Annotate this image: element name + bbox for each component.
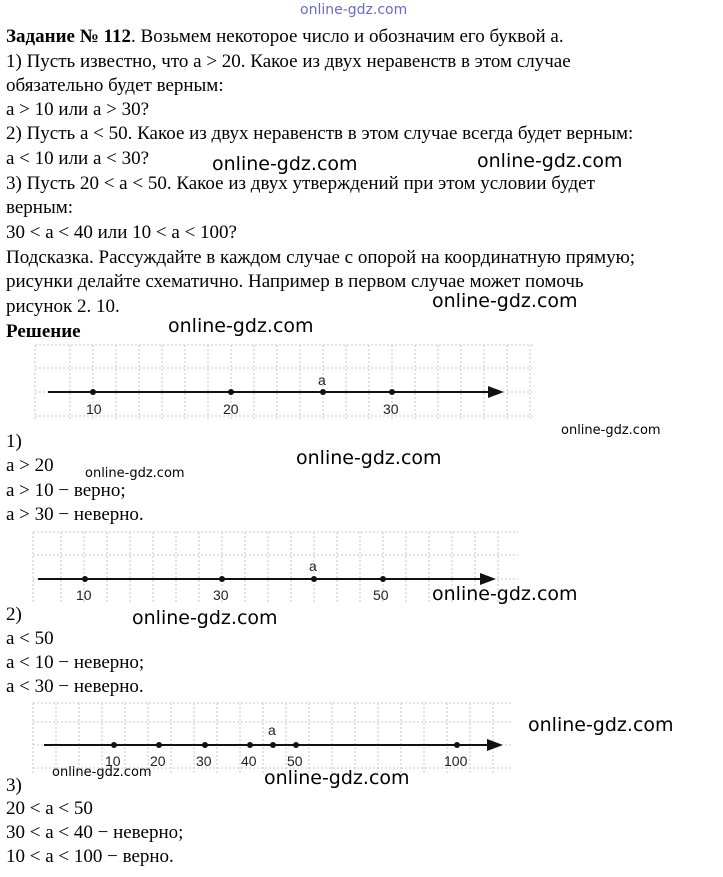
task-line: 3) Пусть 20 < а < 50. Какое из двух утверждений при этом условии будет [6,173,595,194]
tick-label: 50 [287,753,303,769]
case-answer: а < 50 [6,628,54,649]
point-a [311,576,317,582]
task-line: 1) Пусть известно, что а > 20. Какое из двух неравенств в этом случае [6,51,571,72]
tick-point [380,576,386,582]
tick-point [389,389,395,395]
watermark: online-gdz.com [264,767,410,789]
watermark: online-gdz.com [296,447,442,469]
case-answer: а < 10 − неверно; [6,652,145,673]
case-answer: а > 20 [6,455,54,476]
case-answer: а < 30 − неверно. [6,676,144,697]
tick-label: 100 [444,753,468,769]
watermark: online-gdz.com [561,423,661,438]
point-a [320,389,326,395]
point-a-label: а [309,558,317,574]
watermark: online-gdz.com [528,714,674,736]
tick-point [82,576,88,582]
solution-heading: Решение [6,321,81,342]
tick-point [156,742,162,748]
task-line: 2) Пусть а < 50. Какое из двух неравенств в этом случае всегда будет верным: [6,123,634,144]
watermark: online-gdz.com [432,290,578,312]
tick-point [454,742,460,748]
point-a-label: а [268,722,276,738]
tick-label: 10 [105,753,121,769]
watermark: online-gdz.com [52,765,152,780]
arrow-head [488,386,504,398]
task-title-line [6,25,564,49]
tick-point [293,742,299,748]
task-line: а < 10 или а < 30? [6,148,150,169]
tick-label: 10 [76,587,92,603]
arrow-head [487,739,503,751]
case-answer: а > 30 − неверно. [6,504,144,525]
tick-label: 20 [150,753,166,769]
point-a-label: а [318,372,326,388]
case-answer: 10 < а < 100 − верно. [6,846,174,867]
task-line: а > 10 или а > 30? [6,99,150,120]
number-line-1-svg [30,340,540,430]
tick-label: 50 [373,587,389,603]
tick-label: 20 [223,401,239,417]
tick-point [202,742,208,748]
tick-point [219,576,225,582]
task-line: верным: [6,197,74,218]
watermark: online-gdz.com [212,153,358,175]
number-line-1 [30,340,540,430]
case-answer: 30 < а < 40 − неверно; [6,822,184,843]
case-number: 1) [6,431,22,452]
watermark: online-gdz.com [432,583,578,605]
watermark-top: online-gdz.com [300,2,408,18]
case-number: 2) [6,604,22,625]
tick-label: 30 [213,587,229,603]
case-answer: 20 < а < 50 [6,798,93,819]
case-answer: а > 10 − верно; [6,480,126,501]
tick-point [228,389,234,395]
case-number: 3) [6,775,22,796]
tick-label: 10 [86,401,102,417]
task-line: 30 < а < 40 или 10 < а < 100? [6,222,237,243]
tick-point [111,742,117,748]
tick-label: 30 [196,753,212,769]
grid [35,345,535,420]
watermark: online-gdz.com [168,315,314,337]
watermark: online-gdz.com [85,466,185,481]
tick-point [247,742,253,748]
task-line: рисунки делайте схематично. Например в первом случае может помочь [6,271,584,292]
task-line: обязательно будет верным: [6,75,224,96]
watermark: online-gdz.com [132,607,278,629]
task-title: Задание № 112 [6,26,132,47]
tick-label: 40 [241,753,257,769]
task-intro: . Возьмем некоторое число и обозначим его буквой а. [131,26,564,47]
task-line: Подсказка. Рассуждайте в каждом случае с опорой на координатную прямую; [6,247,636,268]
tick-label: 30 [383,401,399,417]
point-a [270,742,276,748]
watermark: online-gdz.com [477,150,623,172]
tick-point [90,389,96,395]
task-line: рисунок 2. 10. [6,296,120,317]
